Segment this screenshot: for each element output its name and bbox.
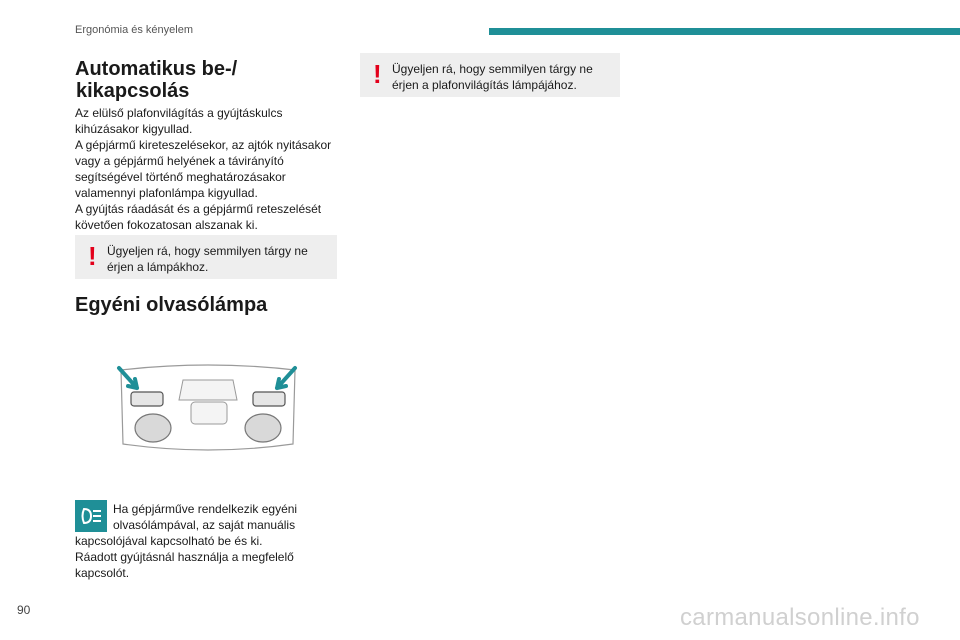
text-line: A gépjármű kireteszelésekor, az ajtók nyitásakor [75, 138, 332, 152]
section-title-line2: kikapcsolás [76, 80, 190, 102]
text-line: követően fokozatosan alszanak ki. [75, 218, 258, 232]
watermark: carmanualsonline.info [680, 604, 920, 631]
text-line: kapcsolójával kapcsolható be és ki. [75, 534, 263, 548]
header-title: Ergonómia és kényelem [75, 24, 194, 36]
text-line: Az elülső plafonvilágítás a gyújtáskulcs [75, 106, 283, 120]
reading-lamp-paragraph [75, 501, 335, 581]
warning-note-lamps [75, 235, 337, 279]
text-line: kapcsolót. [75, 566, 130, 580]
warning-note-ceiling-lamp [360, 53, 620, 97]
text-line: vagy a gépjármű helyének a távirányító [75, 154, 284, 168]
text-line: Ügyeljen rá, hogy semmilyen tárgy ne [107, 244, 308, 258]
text-line: kihúzásakor kigyullad. [75, 122, 193, 136]
automatic-paragraph [75, 105, 345, 233]
text-line: segítségével történő meghatározásakor [75, 170, 286, 184]
section-title-line1: Automatikus be-/ [75, 58, 238, 80]
text-line: érjen a lámpákhoz. [107, 260, 209, 274]
text-line: érjen a plafonvilágítás lámpájához. [392, 78, 577, 92]
reading-lamp-illustration [113, 364, 303, 460]
text-line: A gyújtás ráadását és a gépjármű reteszelését [75, 202, 322, 216]
section-title-reading-lamp: Egyéni olvasólámpa [75, 294, 268, 316]
section-title-automatic [75, 58, 345, 102]
text-line: valamennyi plafonlámpa kigyullad. [75, 186, 258, 200]
text-line: olvasólámpával, az saját manuális [113, 518, 296, 532]
warning-note-text [392, 61, 607, 93]
warning-exclamation-icon: ! [88, 241, 97, 271]
text-line: Ha gépjárműve rendelkezik egyéni [113, 502, 298, 516]
text-line: Ügyeljen rá, hogy semmilyen tárgy ne [392, 62, 593, 76]
text-line: Ráadott gyújtásnál használja a megfelelő [75, 550, 294, 564]
warning-note-text [107, 243, 327, 275]
warning-exclamation-icon: ! [373, 59, 382, 89]
page-number: 90 [17, 603, 31, 617]
header-accent-bar [489, 28, 960, 35]
